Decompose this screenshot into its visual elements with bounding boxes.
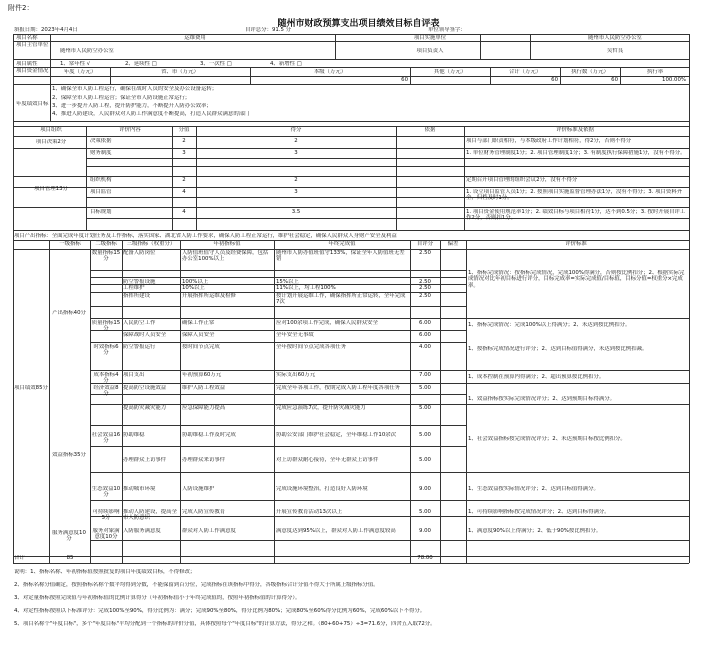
- table-rule: [180, 240, 181, 563]
- perf-row-score: 2.50: [418, 293, 431, 299]
- mgmt-row-name: 目标规划: [90, 209, 112, 215]
- funds-rate: 100.00%: [662, 77, 686, 83]
- dept-value: 随州市人民防空办公室: [60, 48, 114, 54]
- perf-row-target: 协助维稳工作及时完成: [182, 432, 236, 438]
- perf-row-score: 5.00: [418, 405, 431, 411]
- perf-row-level2: 社会效益16分: [91, 432, 121, 445]
- perf-row-level3: 防空警报设施: [123, 279, 156, 285]
- table-rule: [90, 318, 466, 319]
- perf-row-actual: 满意度达到95%以上，群众对人防工作满意度较高: [276, 528, 396, 534]
- perf-standard-text: 1、满意度90%以上得满分；2、低于90%按比例扣分。: [468, 528, 602, 534]
- mgmt-h-3: 得分: [290, 127, 302, 133]
- funds-h-local: 本级（万元）: [313, 69, 347, 75]
- table-rule: [530, 34, 531, 59]
- perf-row-score: 5.00: [418, 509, 431, 515]
- project-name: 运维费用: [184, 35, 206, 41]
- perf-h-7: 评价标准: [565, 241, 587, 247]
- funds-h-total: 合计（万元）: [508, 69, 542, 75]
- mgmt-row-standard: 定期召开项目管理的组织会议2分，没有不得分: [466, 177, 578, 183]
- perf-standard-text: 1、成本控制在预算内得满分；2、超出预算按比例扣分。: [468, 374, 605, 380]
- funds-label: 项目资金情况: [16, 68, 49, 74]
- perf-row-actual: 全年按时间节点完成各项任务: [276, 344, 347, 350]
- perf-h-2: 三级指标（权重分）: [126, 241, 176, 247]
- table-rule: [90, 370, 466, 371]
- perf-standard-text: 1、社会效益指标按完成情况评分；2、未达预期目标按比例扣分。: [468, 436, 626, 442]
- output-label: 产出指标40分: [52, 310, 86, 316]
- table-rule: [49, 240, 50, 563]
- note-2: 2、指标名称分值确定，按照指标名称个数平均得到分数，不能保留到百分位，完成指标在该指标中得分，各级指标合计分值不得大于所属上级指标分值。: [14, 582, 379, 588]
- table-rule: [464, 126, 465, 230]
- sat-label: 服务满意度10分: [52, 530, 86, 543]
- attr-opt-3: 3、一次性 □: [200, 61, 232, 67]
- table-rule: [50, 34, 51, 121]
- funds-h-prov: 省、市（万元）: [161, 69, 199, 75]
- table-rule: [90, 425, 466, 426]
- total-label: 合计: [14, 555, 25, 561]
- mgmt-row-weight: 3: [182, 150, 186, 156]
- perf-row-actual: 对上访群众耐心接待，全年无群众上访事件: [276, 457, 379, 463]
- attr-opt-4: 4、新增性 □: [270, 61, 302, 67]
- mgmt-row-name: 决策依据: [90, 138, 112, 144]
- table-rule: [90, 446, 466, 447]
- perf-intro: 项目产出指标：全面完成年度计划任务及工作指标，落实国家、湖北省人防工作要求，确保人防工程正常运行，维护社会稳定，确保人民群众人身财产安全及利益: [14, 233, 397, 239]
- perf-row-target: 按时间节点完成: [182, 344, 220, 350]
- perf-row-score: 2.50: [418, 285, 431, 291]
- perf-row-score: 9.00: [418, 528, 431, 534]
- project-name-label: 项目名称: [16, 35, 38, 41]
- perf-row-level3: 推动人防建设，提高全市人防意识: [123, 509, 177, 522]
- perf-row-level3: 保障战时人员安全: [123, 332, 167, 338]
- perf-h-3: 年初指标值: [213, 241, 241, 247]
- total-score-value: 78.00: [417, 555, 433, 561]
- perf-standard-text: 1、可持续影响指标按完成情况评分；2、达到目标得满分。: [468, 509, 610, 515]
- mgmt-h-2: 分值: [178, 127, 190, 133]
- funds-h-exec: 执行数（万元）: [571, 69, 609, 75]
- perf-row-actual: 协助公安部门维护社会稳定，全年维稳工作10余次: [276, 432, 397, 438]
- perf-row-level2: [91, 293, 121, 311]
- table-rule: [274, 240, 275, 563]
- perf-row-level2: 服务对象满意度10分: [92, 528, 120, 541]
- table-rule: [90, 270, 466, 271]
- perf-row-score: 2.50: [418, 279, 431, 285]
- mgmt-row-score: 3: [294, 150, 298, 156]
- fill-date: 填报日期：2023年4月4日: [14, 27, 78, 33]
- perf-row-level3: 项目支出: [123, 372, 145, 378]
- perf-row-level3: 防空警报运行: [123, 344, 156, 350]
- goal-2: 2、保障全市人防工程运营；保证全市人防设施正常运行；: [52, 95, 191, 101]
- mgmt-row-weight: 4: [182, 189, 186, 195]
- perf-row-actual: 完成设施环境整治，打造良好人防环境: [276, 486, 368, 492]
- perf-row-target: 保障人员安全: [182, 332, 215, 338]
- perf-row-score: 6.00: [418, 320, 431, 326]
- perf-row-level2: 成本指标4分: [93, 372, 119, 385]
- attr-label: 项目属性: [16, 61, 38, 67]
- perf-standard-text: 1、指标完成情况：按指标完成情况，完成100%得满分，否则按比例扣分；2、根据实际完成情况对比年初目标进行评分，目标完成率=实际完成值/目标值，目标分值=权重分×完成率。: [468, 270, 685, 289]
- table-rule: [689, 34, 690, 563]
- perf-h-6: 偏差: [447, 241, 459, 247]
- funds-total: 60: [551, 77, 558, 83]
- perf-row-actual: 按计划开展运维工作，确保指挥所正常运转，全年完成7次: [276, 293, 406, 306]
- mgmt-row-score: 2: [294, 138, 298, 144]
- perf-row-actual: 15%以上: [276, 279, 299, 285]
- perf-row-level3: 指挥所建设: [123, 293, 150, 299]
- perf-row-actual: 11%以上，均工程100%: [276, 285, 336, 291]
- table-rule: [90, 500, 466, 501]
- funds-h-other: 其他（万元）: [433, 69, 467, 75]
- goal-1: 1、确保全市人防工程运行，确保在战时人员的安全及办公设备运转；: [52, 86, 218, 92]
- mgmt-row-standard: 项目与部门职责相符，与本级政府工作计划相符，得2分，否则不得分: [466, 138, 632, 144]
- perf-row-target: 100%以上: [182, 279, 209, 285]
- perf-row-target: 10%以上: [182, 285, 205, 291]
- table-rule: [466, 472, 689, 473]
- perf-row-actual: 实际支出60万元: [276, 372, 316, 378]
- page-title: 随州市财政预算支出项目绩效目标自评表: [277, 19, 440, 29]
- manage-label: 项目管理13分: [34, 186, 68, 192]
- perf-row-actual: 应对100余项工作完成，确保人民群众安全: [276, 320, 378, 326]
- attachment-label: 附件2：: [8, 4, 34, 12]
- perf-h-1: 二级指标: [95, 241, 117, 247]
- mgmt-row-weight: 4: [182, 209, 186, 215]
- mgmt-row-weight: 2: [182, 138, 186, 144]
- mgmt-h-0: 项目组织: [40, 127, 62, 133]
- table-rule: [13, 121, 689, 122]
- perf-l0-label: 项目绩效85分: [14, 385, 48, 391]
- table-rule: [86, 126, 87, 230]
- perf-row-level3: 提高防灾减灾能力: [123, 405, 167, 411]
- funds-h-year: 年度（万元）: [63, 69, 97, 75]
- perf-row-target: 人防值班值守人员及经费保障，包括办公室100%以上: [182, 250, 269, 263]
- table-rule: [480, 34, 481, 59]
- goals-label: 年度绩效目标: [16, 101, 49, 107]
- perf-row-actual: 随州市人防办值班值守133%，保证全年人防值班无差错: [276, 250, 405, 263]
- mgmt-row-weight: 2: [182, 177, 186, 183]
- perf-row-actual: 完成应急演练7次，提升防灾减灾能力: [276, 405, 366, 411]
- perf-h-5: 自评分: [416, 241, 434, 247]
- perf-row-actual: 全年安全无事故: [276, 332, 314, 338]
- perf-row-level2: [91, 405, 121, 423]
- perf-row-level2: 可持续影响5分: [92, 509, 120, 522]
- table-rule: [396, 126, 397, 230]
- mgmt-row-name: 组织机构: [90, 177, 112, 183]
- perf-row-target: 人防设施维护: [182, 486, 215, 492]
- mgmt-row-standard: 1. 设立项目监管人员1分；2. 按照项目实施监督管理办法1分，没有不得分；3. 项目资料齐全，归档及时1分。: [466, 189, 683, 202]
- perf-row-target: 开展指挥所运维及检修: [182, 293, 236, 299]
- perf-standard-text: 1、生态效益按实际情况评分；2、达到目标值得满分。: [468, 486, 599, 492]
- leader-label: 项目负责人: [416, 48, 444, 54]
- perf-standard-text: 1、按指标完成情况进行评分；2、达到目标值得满分，未达到按比例扣减。: [468, 346, 648, 352]
- perf-row-level3: 配备人防岗位: [123, 250, 156, 256]
- note-4: 4、对定性指标按照以下标准评分：完成100%至90%，得分比例为：满分；完成90%至80%，得分比例为80%；完成80%至60%得分比例为60%，完成60%以下不得分。: [14, 608, 426, 614]
- table-rule: [13, 59, 689, 60]
- note-1: 说明：1、指标名称、年初指标值按照批复的项目年度绩效目标，不得修改；: [14, 569, 196, 575]
- perf-row-target: 年初预算60万元: [182, 372, 222, 378]
- table-rule: [466, 318, 689, 319]
- goal-3: 3、进一步提升人防工程，提升防护能力，不断提升人防办公效率；: [52, 103, 212, 109]
- perf-row-level2: 质量指标15分: [91, 320, 121, 333]
- perf-h-0: 一级指标: [59, 241, 81, 247]
- table-rule: [90, 306, 466, 307]
- perf-row-score: 7.00: [418, 372, 431, 378]
- perf-standard-text: 1、效益指标按实际完成情况评分；2、达到预期目标得满分。: [468, 396, 616, 402]
- perf-row-level3: 办理群众上访事件: [123, 457, 167, 463]
- mgmt-row-standard: 1. 项目资金使用规范率1分；2. 绩效目标与项目相符1分，达不到0.5分；3. 按时开展自评工作2分，否则扣1分。: [466, 209, 686, 222]
- attr-opt-1: 1、常年性 √: [60, 61, 91, 67]
- mgmt-row-name: 财务制度: [90, 150, 112, 156]
- perf-row-actual: 开展宣传教育活动13次以上: [276, 509, 343, 515]
- attr-opt-2: 2、延续性 □: [125, 61, 157, 67]
- mgmt-row-score: 3: [294, 189, 298, 195]
- note-5: 5、项目名称个"年度目标"，多个"年度目标"平均分配到一个指标的评价分值，具体按照每个"年度目标"的计算方法，得分之和。（80+60+75）÷3=71.6分，四舍五入取72分。: [14, 621, 436, 627]
- perf-row-level2: [91, 457, 121, 475]
- dept-label: 项目主管单位: [16, 42, 49, 48]
- table-rule: [13, 84, 689, 85]
- perf-row-level2: 生态效益10分: [91, 486, 121, 499]
- total-score: 自评总分：91.5 分: [245, 27, 292, 33]
- perf-row-level3: 协助维稳: [123, 432, 145, 438]
- total-weight: 85: [66, 555, 74, 561]
- perf-row-score: 5.00: [418, 385, 431, 391]
- perf-row-level3: 工程维护: [123, 285, 145, 291]
- table-rule: [13, 563, 689, 564]
- mgmt-h-4: 依据: [424, 127, 436, 133]
- perf-row-level2: 数量指标15分: [91, 250, 121, 263]
- funds-h-rate: 执行率: [646, 69, 664, 75]
- table-rule: [335, 34, 336, 59]
- impl-unit-label: 项目实施单位: [413, 35, 447, 41]
- funds-local: 60: [401, 77, 408, 83]
- perf-row-score: 5.00: [418, 457, 431, 463]
- perf-row-score: 6.00: [418, 332, 431, 338]
- perf-h-4: 年终完成值: [328, 241, 356, 247]
- table-rule: [466, 240, 467, 563]
- effect-label: 效益指标35分: [52, 452, 86, 458]
- perf-row-level3: 推动城市环境: [123, 486, 156, 492]
- perf-row-score: 5.00: [418, 432, 431, 438]
- table-rule: [90, 472, 466, 473]
- table-rule: [13, 34, 14, 563]
- perf-row-score: 2.50: [418, 250, 431, 256]
- decision-label: 项目决策2分: [35, 139, 67, 145]
- table-rule: [466, 370, 689, 371]
- perf-row-actual: 完成全年各项工作，按期完成人防工程年度各项任务: [276, 385, 400, 391]
- funds-exec: 60: [611, 77, 618, 83]
- table-rule: [440, 240, 441, 563]
- perf-row-target: 群众对人防工作满意度: [182, 528, 236, 534]
- mgmt-row-standard: 1. 单位财务管理制度1分；2. 项目管理制度1分；3. 有制度执行保障措施1分，没有不得分。: [466, 150, 686, 156]
- perf-row-level2: 经济效益8分: [93, 385, 119, 398]
- mgmt-row-score: 3.5: [291, 209, 301, 215]
- mgmt-h-1: 评价内容: [119, 127, 141, 133]
- seal-label: 单位领导签字：: [428, 27, 466, 33]
- table-rule: [13, 136, 689, 137]
- perf-row-target: 办理群众来访事件: [182, 457, 226, 463]
- perf-row-level3: 人民防空工作: [123, 320, 156, 326]
- note-3: 3、对定量指标按照完成值与年初指标值的比例计算得分（年初指标值小于年终完成值的，按照年初指标值的计算得分）。: [14, 595, 301, 601]
- perf-row-level3: 提高防空设施效益: [123, 385, 167, 391]
- table-rule: [90, 277, 466, 278]
- perf-row-target: 维护人防工程效益: [182, 385, 226, 391]
- mgmt-row-name: 项目监管: [90, 189, 112, 195]
- perf-row-level2: 时效指标6分: [93, 344, 119, 357]
- perf-row-target: 应急保障能力提高: [182, 405, 226, 411]
- impl-unit: 随州市人民防空办公室: [588, 35, 642, 41]
- goal-4: 4、推进人防建设，人民群众对人防工作满意度不断提高，打造人民群众满意的部门: [52, 111, 250, 117]
- leader-value: 吴哲良: [606, 48, 624, 54]
- perf-row-score: 4.00: [418, 344, 431, 350]
- perf-row-level3: 人防服务满意度: [123, 528, 161, 534]
- perf-row-score: 9.00: [418, 486, 431, 492]
- mgmt-h-5: 评价标准及依据: [556, 127, 594, 133]
- mgmt-row-score: 2: [294, 177, 298, 183]
- perf-row-target: 完成人防宣传教育: [182, 509, 226, 515]
- perf-standard-text: 1、指标完成情况：完成100%以上得满分；2、未达到按比例扣分。: [468, 322, 631, 328]
- table-rule: [13, 556, 689, 557]
- perf-row-target: 确保工作正常: [182, 320, 215, 326]
